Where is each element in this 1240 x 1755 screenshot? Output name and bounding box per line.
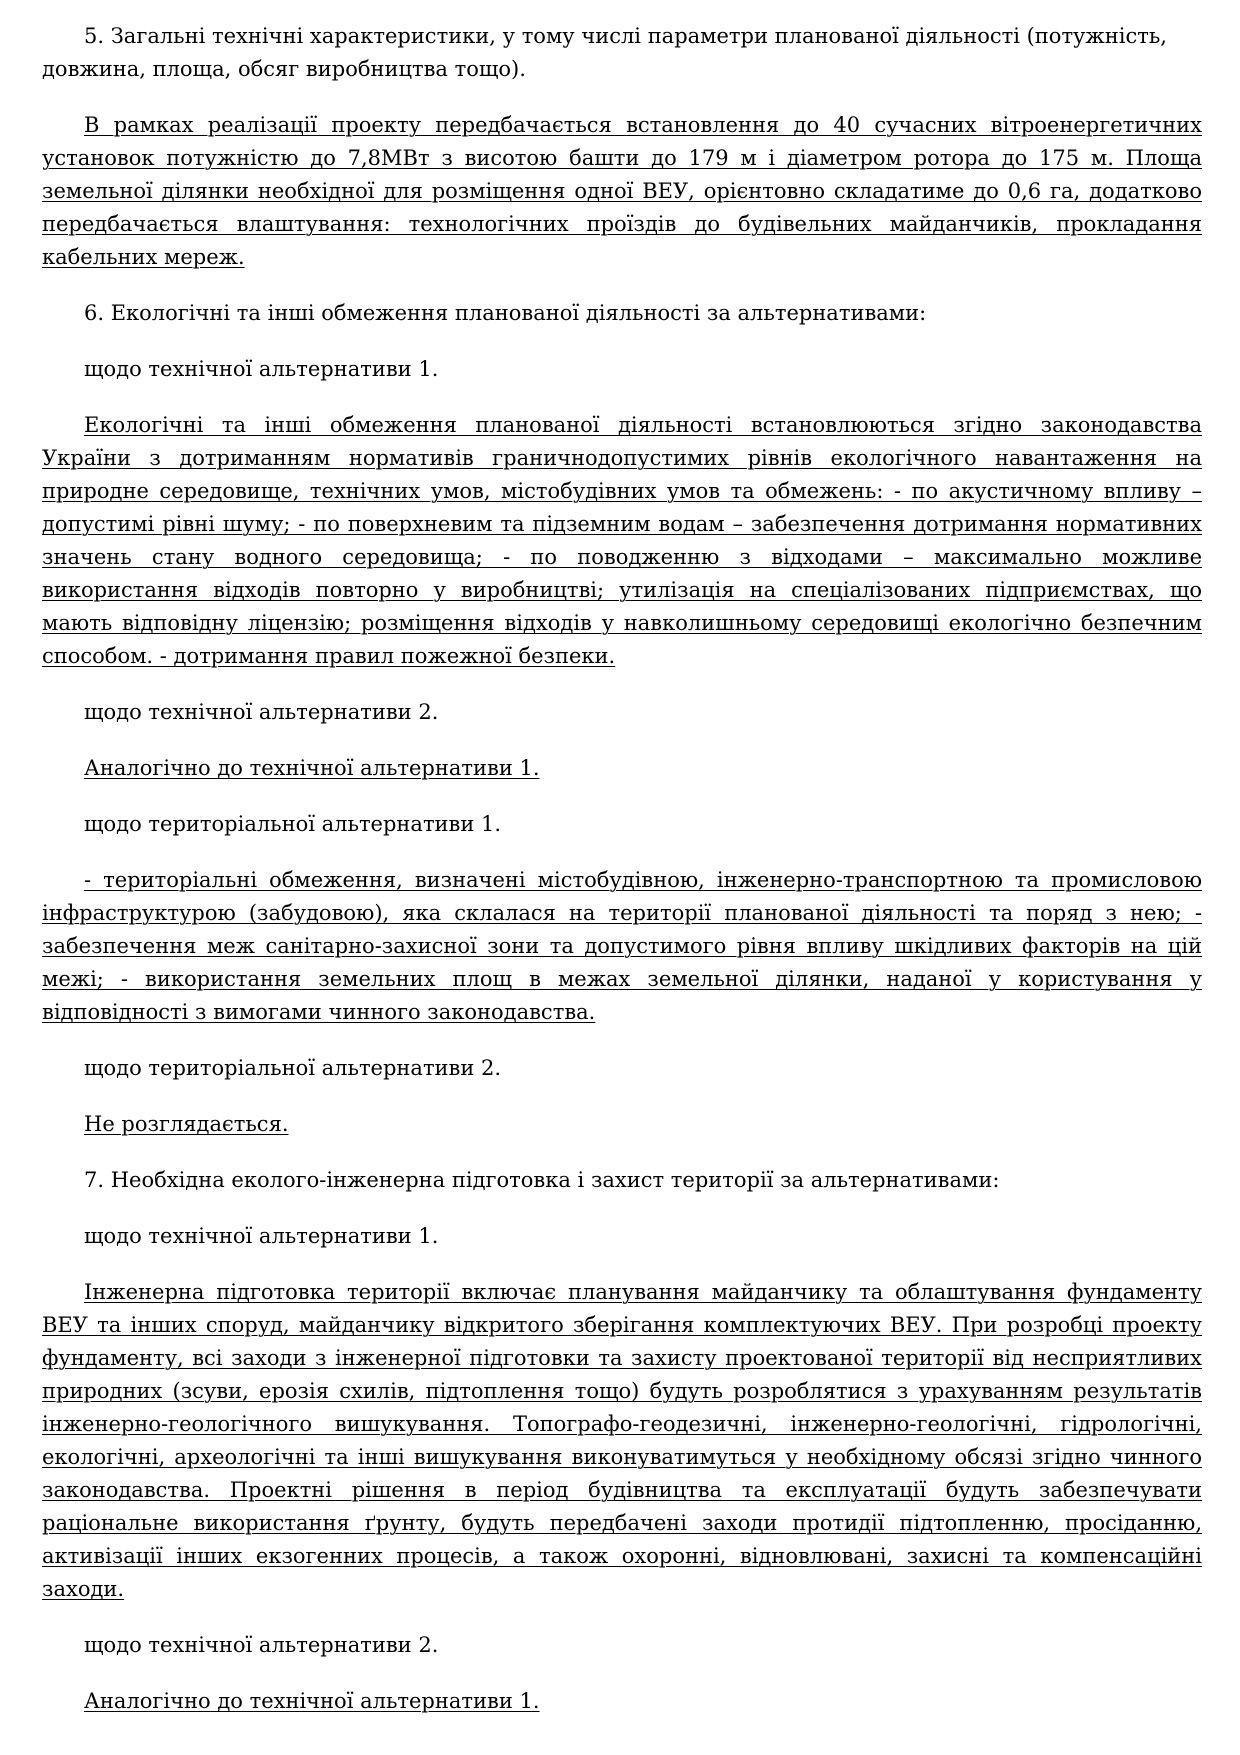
s7-tech-alt-1-label: щодо технічної альтернативи 1. (84, 1224, 439, 1248)
terr-alt-2-label: щодо територіальної альтернативи 2. (84, 1056, 502, 1080)
terr-alt-2-body: Не розглядається. (84, 1112, 289, 1136)
section-6-heading: 6. Екологічні та інші обмеження планованої діяльності за альтернативами: (84, 301, 927, 325)
document-page (42, 20, 1202, 1741)
tech-alt-2-label: щодо технічної альтернативи 2. (84, 700, 439, 724)
s7-tech-alt-2-body: Аналогічно до технічної альтернативи 1. (84, 1689, 540, 1713)
tech-alt-1-body: Екологічні та інші обмеження планованої діяльності встановлюються згідно законодавства України з дотриманням нормативів граничнодопустимих рівнів екологічного навантаження на природне середовище, технічних умов, містобудівних умов та обмежень: - по акустичному впливу – допустимі рівні шуму; - по поверхневим та підземним водам – забезпечення дотримання нормативних значень стану водного середовища; - по поводженню з відходами – максимально можливе використання відходів повторно у виробництві; утилізація на спеціалізованих підприємствах, що мають відповідну ліцензію; розміщення відходів у навколишньому середовищі екологічно безпечним способом. - дотримання правил пожежної безпеки. (42, 413, 1202, 668)
section-5-heading: 5. Загальні технічні характеристики, у тому числі параметри планованої діяльності (потужність, довжина, площа, обсяг виробництва тощо). (42, 24, 1167, 81)
terr-alt-1-label: щодо територіальної альтернативи 1. (84, 812, 502, 836)
tech-alt-1-label: щодо технічної альтернативи 1. (84, 357, 439, 381)
terr-alt-1-body: - територіальні обмеження, визначені містобудівною, інженерно-транспортною та промисловою інфраструктурою (забудовою), яка склалася на території планованої діяльності та поряд з нею; - забезпечення меж санітарно-захисної зони та допустимого рівня впливу шкідливих факторів на цій межі; - використання земельних площ в межах земельної ділянки, наданої у користування у відповідності з вимогами чинного законодавства. (42, 868, 1202, 1024)
tech-alt-2-body: Аналогічно до технічної альтернативи 1. (84, 756, 540, 780)
s7-tech-alt-2-label: щодо технічної альтернативи 2. (84, 1633, 439, 1657)
s7-tech-alt-1-body: Інженерна підготовка території включає планування майданчику та облаштування фундаменту ВЕУ та інших споруд, майданчику відкритого зберігання комплектуючих ВЕУ. При розробці проекту фундаменту, всі заходи з інженерної підготовки та захисту проектованої території від несприятливих природних (зсуви, ерозія схилів, підтоплення тощо) будуть розроблятися з урахуванням результатів інженерно-геологічного вишукування. Топографо-геодезичні, інженерно-геологічні, гідрологічні, екологічні, археологічні та інші вишукування виконуватимуться у необхідному обсязі згідно чинного законодавства. Проектні рішення в період будівництва та експлуатації будуть забезпечувати раціональне використання ґрунту, будуть передбачені заходи протидії підтопленню, просіданню, активізації інших екзогенних процесів, а також охоронні, відновлювані, захисні та компенсаційні заходи. (42, 1280, 1202, 1601)
section-7-heading: 7. Необхідна еколого-інженерна підготовка і захист території за альтернативами: (84, 1168, 1000, 1192)
section-5-body: В рамках реалізації проекту передбачається встановлення до 40 сучасних вітроенергетичних установок потужністю до 7,8МВт з висотою башти до 179 м і діаметром ротора до 175 м. Площа земельної ділянки необхідної для розміщення одної ВЕУ, орієнтовно складатиме до 0,6 га, додатково передбачається влаштування: технологічних проїздів до будівельних майданчиків, прокладання кабельних мереж. (42, 113, 1202, 269)
